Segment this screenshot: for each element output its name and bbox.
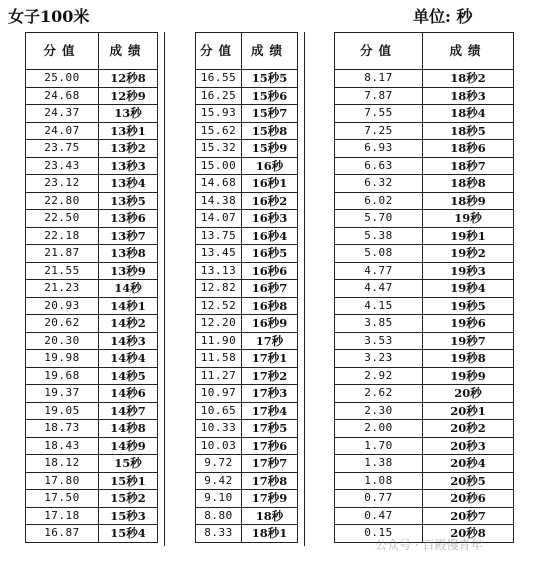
table-row xyxy=(26,140,158,158)
score-cell: 7.25 xyxy=(335,122,423,140)
table-row xyxy=(335,507,514,525)
table-row xyxy=(335,87,514,105)
result-cell: 13秒8 xyxy=(99,245,158,263)
score-cell: 15.32 xyxy=(196,140,242,158)
score-cell: 18.43 xyxy=(26,437,99,455)
result-cell: 13秒2 xyxy=(99,140,158,158)
score-cell: 16.25 xyxy=(196,87,242,105)
score-cell: 19.37 xyxy=(26,385,99,403)
table-row xyxy=(26,192,158,210)
score-cell: 2.00 xyxy=(335,420,423,438)
result-cell: 15秒9 xyxy=(242,140,298,158)
score-cell: 14.68 xyxy=(196,175,242,193)
score-cell: 11.58 xyxy=(196,350,242,368)
table-row xyxy=(26,157,158,175)
result-cell: 15秒3 xyxy=(99,507,158,525)
result-header: 成绩 xyxy=(423,33,514,70)
result-cell: 18秒3 xyxy=(423,87,514,105)
result-cell: 20秒6 xyxy=(423,490,514,508)
score-cell: 12.20 xyxy=(196,315,242,333)
table-row xyxy=(26,420,158,438)
result-cell: 17秒3 xyxy=(242,385,298,403)
table-row xyxy=(26,455,158,473)
result-cell: 14秒5 xyxy=(99,367,158,385)
result-cell: 15秒6 xyxy=(242,87,298,105)
table-row xyxy=(335,210,514,228)
result-cell: 14秒6 xyxy=(99,385,158,403)
score-cell: 2.62 xyxy=(335,385,423,403)
result-cell: 18秒2 xyxy=(423,70,514,88)
score-cell: 23.12 xyxy=(26,175,99,193)
result-cell: 13秒3 xyxy=(99,157,158,175)
score-header: 分值 xyxy=(196,33,242,70)
result-cell: 17秒2 xyxy=(242,367,298,385)
result-cell: 20秒2 xyxy=(423,420,514,438)
result-cell: 19秒 xyxy=(423,210,514,228)
result-cell: 15秒1 xyxy=(99,472,158,490)
score-cell: 20.62 xyxy=(26,315,99,333)
score-cell: 18.73 xyxy=(26,420,99,438)
result-cell: 15秒7 xyxy=(242,105,298,123)
table-row xyxy=(335,140,514,158)
result-cell: 16秒 xyxy=(242,157,298,175)
result-cell: 20秒 xyxy=(423,385,514,403)
table-row xyxy=(335,420,514,438)
score-cell: 3.53 xyxy=(335,332,423,350)
score-header: 分值 xyxy=(26,33,99,70)
table-row xyxy=(335,367,514,385)
result-cell: 17秒4 xyxy=(242,402,298,420)
table-row xyxy=(196,437,298,455)
result-cell: 13秒9 xyxy=(99,262,158,280)
table-divider xyxy=(304,32,305,546)
table-row xyxy=(196,157,298,175)
result-cell: 15秒 xyxy=(99,455,158,473)
result-cell: 20秒1 xyxy=(423,402,514,420)
result-cell: 19秒4 xyxy=(423,280,514,298)
table-row xyxy=(335,315,514,333)
score-cell: 4.77 xyxy=(335,262,423,280)
table-row xyxy=(196,507,298,525)
result-cell: 17秒8 xyxy=(242,472,298,490)
table-row xyxy=(196,490,298,508)
score-cell: 17.80 xyxy=(26,472,99,490)
score-header: 分值 xyxy=(335,33,423,70)
score-cell: 10.33 xyxy=(196,420,242,438)
unit-label: 单位: 秒 xyxy=(413,7,473,26)
result-cell: 16秒6 xyxy=(242,262,298,280)
result-cell: 16秒9 xyxy=(242,315,298,333)
result-cell: 16秒3 xyxy=(242,210,298,228)
result-cell: 19秒3 xyxy=(423,262,514,280)
score-cell: 17.50 xyxy=(26,490,99,508)
score-cell: 21.23 xyxy=(26,280,99,298)
table-row xyxy=(335,385,514,403)
score-cell: 1.08 xyxy=(335,472,423,490)
table-row xyxy=(26,210,158,228)
result-header: 成绩 xyxy=(99,33,158,70)
result-cell: 20秒8 xyxy=(423,525,514,543)
table-row xyxy=(26,525,158,543)
score-cell: 15.62 xyxy=(196,122,242,140)
table-row xyxy=(196,227,298,245)
result-cell: 14秒 xyxy=(99,280,158,298)
table-row xyxy=(335,175,514,193)
score-table-1 xyxy=(25,32,158,543)
table-row xyxy=(196,297,298,315)
table-row xyxy=(335,105,514,123)
score-cell: 4.15 xyxy=(335,297,423,315)
score-cell: 24.68 xyxy=(26,87,99,105)
result-cell: 15秒8 xyxy=(242,122,298,140)
result-cell: 18秒9 xyxy=(423,192,514,210)
score-cell: 6.02 xyxy=(335,192,423,210)
table-row xyxy=(26,385,158,403)
score-cell: 15.93 xyxy=(196,105,242,123)
score-cell: 17.18 xyxy=(26,507,99,525)
score-cell: 11.27 xyxy=(196,367,242,385)
result-cell: 17秒 xyxy=(242,332,298,350)
table-row xyxy=(26,472,158,490)
score-cell: 5.70 xyxy=(335,210,423,228)
result-cell: 19秒6 xyxy=(423,315,514,333)
score-cell: 22.80 xyxy=(26,192,99,210)
result-cell: 14秒4 xyxy=(99,350,158,368)
result-cell: 20秒3 xyxy=(423,437,514,455)
score-cell: 23.43 xyxy=(26,157,99,175)
score-cell: 5.38 xyxy=(335,227,423,245)
table-row xyxy=(26,367,158,385)
score-cell: 12.52 xyxy=(196,297,242,315)
table-row xyxy=(196,262,298,280)
score-cell: 24.37 xyxy=(26,105,99,123)
table-row xyxy=(196,367,298,385)
table-row xyxy=(196,350,298,368)
result-cell: 19秒5 xyxy=(423,297,514,315)
score-cell: 8.33 xyxy=(196,525,242,543)
result-cell: 12秒9 xyxy=(99,87,158,105)
result-cell: 20秒4 xyxy=(423,455,514,473)
score-cell: 7.55 xyxy=(335,105,423,123)
table-row xyxy=(335,332,514,350)
score-cell: 20.30 xyxy=(26,332,99,350)
score-cell: 7.87 xyxy=(335,87,423,105)
score-cell: 10.65 xyxy=(196,402,242,420)
table-row xyxy=(26,105,158,123)
score-cell: 16.87 xyxy=(26,525,99,543)
result-cell: 17秒9 xyxy=(242,490,298,508)
table-row xyxy=(26,122,158,140)
result-cell: 20秒7 xyxy=(423,507,514,525)
table-row xyxy=(335,245,514,263)
result-cell: 18秒7 xyxy=(423,157,514,175)
table-row xyxy=(196,315,298,333)
score-cell: 21.55 xyxy=(26,262,99,280)
score-cell: 3.85 xyxy=(335,315,423,333)
score-cell: 2.92 xyxy=(335,367,423,385)
result-cell: 14秒8 xyxy=(99,420,158,438)
table-row xyxy=(196,472,298,490)
result-cell: 18秒4 xyxy=(423,105,514,123)
result-cell: 18秒5 xyxy=(423,122,514,140)
result-cell: 12秒8 xyxy=(99,70,158,88)
table-row xyxy=(196,455,298,473)
table-row xyxy=(196,280,298,298)
table-row xyxy=(26,437,158,455)
result-cell: 19秒7 xyxy=(423,332,514,350)
score-cell: 12.82 xyxy=(196,280,242,298)
table-row xyxy=(196,525,298,543)
result-cell: 20秒5 xyxy=(423,472,514,490)
score-cell: 24.07 xyxy=(26,122,99,140)
table-row xyxy=(335,490,514,508)
score-cell: 22.50 xyxy=(26,210,99,228)
table-row xyxy=(335,472,514,490)
table-row xyxy=(196,140,298,158)
score-table-3 xyxy=(334,32,514,543)
result-cell: 17秒5 xyxy=(242,420,298,438)
table-row xyxy=(196,192,298,210)
result-cell: 16秒7 xyxy=(242,280,298,298)
result-cell: 17秒6 xyxy=(242,437,298,455)
score-cell: 5.08 xyxy=(335,245,423,263)
result-cell: 13秒1 xyxy=(99,122,158,140)
result-cell: 13秒7 xyxy=(99,227,158,245)
score-cell: 13.75 xyxy=(196,227,242,245)
table-row xyxy=(196,402,298,420)
table-row xyxy=(26,245,158,263)
score-cell: 2.30 xyxy=(335,402,423,420)
score-cell: 9.10 xyxy=(196,490,242,508)
score-cell: 6.93 xyxy=(335,140,423,158)
table-row xyxy=(26,70,158,88)
score-cell: 1.70 xyxy=(335,437,423,455)
score-cell: 10.97 xyxy=(196,385,242,403)
table-row xyxy=(196,87,298,105)
score-cell: 15.00 xyxy=(196,157,242,175)
result-cell: 14秒2 xyxy=(99,315,158,333)
result-cell: 16秒8 xyxy=(242,297,298,315)
table-row xyxy=(335,455,514,473)
result-cell: 19秒2 xyxy=(423,245,514,263)
result-cell: 14秒9 xyxy=(99,437,158,455)
result-cell: 13秒6 xyxy=(99,210,158,228)
table-row xyxy=(335,350,514,368)
result-cell: 18秒 xyxy=(242,507,298,525)
table-row xyxy=(26,402,158,420)
table-row xyxy=(335,122,514,140)
result-cell: 19秒1 xyxy=(423,227,514,245)
table-row xyxy=(26,227,158,245)
score-cell: 14.38 xyxy=(196,192,242,210)
table-row xyxy=(196,385,298,403)
table-row xyxy=(335,157,514,175)
result-cell: 16秒4 xyxy=(242,227,298,245)
table-row xyxy=(335,297,514,315)
table-row xyxy=(335,70,514,88)
table-row xyxy=(196,175,298,193)
score-cell: 6.32 xyxy=(335,175,423,193)
score-cell: 19.68 xyxy=(26,367,99,385)
table-row xyxy=(26,507,158,525)
score-cell: 0.47 xyxy=(335,507,423,525)
table-row xyxy=(196,420,298,438)
result-cell: 19秒9 xyxy=(423,367,514,385)
result-cell: 19秒8 xyxy=(423,350,514,368)
table-row xyxy=(196,245,298,263)
table-row xyxy=(335,437,514,455)
result-cell: 13秒5 xyxy=(99,192,158,210)
table-row xyxy=(335,227,514,245)
table-divider xyxy=(164,32,165,546)
result-cell: 18秒1 xyxy=(242,525,298,543)
score-cell: 0.77 xyxy=(335,490,423,508)
result-cell: 15秒4 xyxy=(99,525,158,543)
result-cell: 14秒7 xyxy=(99,402,158,420)
table-row xyxy=(335,192,514,210)
result-cell: 15秒5 xyxy=(242,70,298,88)
page-title: 女子100米 xyxy=(8,7,90,26)
score-cell: 22.18 xyxy=(26,227,99,245)
score-cell: 18.12 xyxy=(26,455,99,473)
result-cell: 13秒 xyxy=(99,105,158,123)
table-row xyxy=(26,175,158,193)
table-row xyxy=(335,402,514,420)
result-header: 成绩 xyxy=(242,33,298,70)
watermark: 公众号 · 百殿慢青年 xyxy=(375,538,483,552)
result-cell: 16秒5 xyxy=(242,245,298,263)
score-cell: 14.07 xyxy=(196,210,242,228)
table-row xyxy=(196,122,298,140)
score-cell: 9.42 xyxy=(196,472,242,490)
score-cell: 6.63 xyxy=(335,157,423,175)
score-cell: 23.75 xyxy=(26,140,99,158)
result-cell: 17秒1 xyxy=(242,350,298,368)
table-row xyxy=(196,105,298,123)
score-cell: 8.80 xyxy=(196,507,242,525)
result-cell: 15秒2 xyxy=(99,490,158,508)
score-cell: 13.13 xyxy=(196,262,242,280)
table-row xyxy=(335,280,514,298)
result-cell: 16秒1 xyxy=(242,175,298,193)
table-row xyxy=(196,332,298,350)
result-cell: 14秒1 xyxy=(99,297,158,315)
score-cell: 16.55 xyxy=(196,70,242,88)
score-cell: 1.38 xyxy=(335,455,423,473)
score-cell: 19.98 xyxy=(26,350,99,368)
result-cell: 17秒7 xyxy=(242,455,298,473)
score-cell: 0.15 xyxy=(335,525,423,543)
score-cell: 3.23 xyxy=(335,350,423,368)
score-table-2 xyxy=(195,32,298,543)
table-row xyxy=(26,87,158,105)
score-cell: 20.93 xyxy=(26,297,99,315)
score-cell: 11.90 xyxy=(196,332,242,350)
table-row xyxy=(26,262,158,280)
result-cell: 14秒3 xyxy=(99,332,158,350)
score-cell: 19.05 xyxy=(26,402,99,420)
result-cell: 13秒4 xyxy=(99,175,158,193)
score-cell: 13.45 xyxy=(196,245,242,263)
score-cell: 21.87 xyxy=(26,245,99,263)
score-cell: 10.03 xyxy=(196,437,242,455)
table-row xyxy=(26,280,158,298)
table-row xyxy=(196,70,298,88)
score-cell: 25.00 xyxy=(26,70,99,88)
table-row xyxy=(335,262,514,280)
result-cell: 18秒6 xyxy=(423,140,514,158)
table-row xyxy=(26,490,158,508)
result-cell: 18秒8 xyxy=(423,175,514,193)
score-cell: 8.17 xyxy=(335,70,423,88)
score-cell: 4.47 xyxy=(335,280,423,298)
table-row xyxy=(26,297,158,315)
table-row xyxy=(26,350,158,368)
result-cell: 16秒2 xyxy=(242,192,298,210)
table-row xyxy=(196,210,298,228)
table-row xyxy=(26,315,158,333)
table-row xyxy=(26,332,158,350)
score-cell: 9.72 xyxy=(196,455,242,473)
